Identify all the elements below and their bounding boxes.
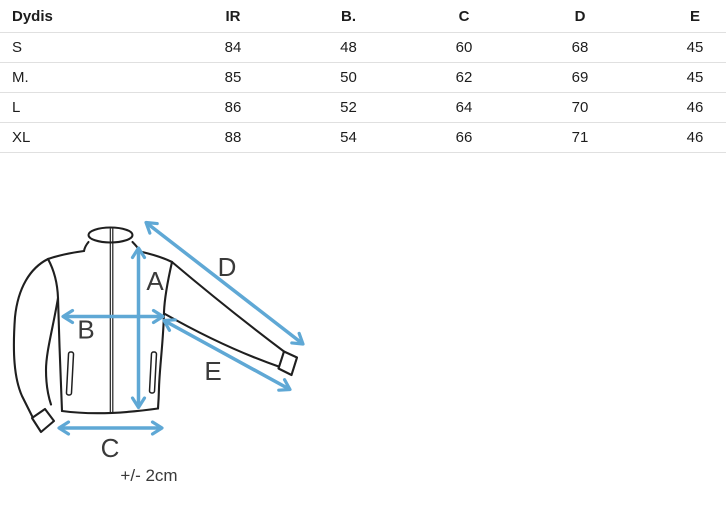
collar-left-edge bbox=[84, 242, 89, 251]
right-shoulder-seam bbox=[140, 252, 172, 263]
value-cell: 45 bbox=[638, 33, 726, 63]
column-header-b: B. bbox=[291, 0, 406, 33]
right-cuff bbox=[279, 352, 298, 376]
value-cell: 52 bbox=[291, 93, 406, 123]
jacket-measurement-diagram bbox=[0, 200, 340, 500]
measurement-labels bbox=[77, 252, 236, 485]
measure-label-a: A bbox=[146, 266, 164, 296]
value-cell: 50 bbox=[291, 63, 406, 93]
value-cell: 66 bbox=[406, 123, 522, 153]
size-cell: L bbox=[0, 93, 175, 123]
table-row-xl bbox=[0, 123, 726, 153]
measure-label-b: B bbox=[77, 314, 95, 345]
column-header-d: D bbox=[522, 0, 638, 33]
header-row bbox=[0, 0, 726, 33]
value-cell: 54 bbox=[291, 123, 406, 153]
value-cell: 69 bbox=[522, 63, 638, 93]
value-cell: 64 bbox=[406, 93, 522, 123]
table-row-l bbox=[0, 93, 726, 123]
size-cell: XL bbox=[0, 123, 175, 153]
measure-label-e: E bbox=[204, 356, 222, 386]
tolerance-note: +/- 2cm bbox=[120, 466, 178, 485]
value-cell: 85 bbox=[175, 63, 291, 93]
size-table bbox=[0, 0, 726, 153]
column-header-c: C bbox=[406, 0, 522, 33]
measurement-arrows bbox=[59, 223, 303, 429]
left-pocket bbox=[66, 352, 73, 395]
value-cell: 84 bbox=[175, 33, 291, 63]
table-row-m bbox=[0, 63, 726, 93]
jacket-outline bbox=[14, 228, 297, 433]
column-header-dydis: Dydis bbox=[0, 0, 175, 33]
column-header-ir: IR bbox=[175, 0, 291, 33]
left-sleeve-outer-seam bbox=[14, 259, 48, 416]
value-cell: 46 bbox=[638, 123, 726, 153]
value-cell: 60 bbox=[406, 33, 522, 63]
right-sleeve-bottom-seam bbox=[165, 314, 280, 367]
table-row-s bbox=[0, 33, 726, 63]
value-cell: 46 bbox=[638, 93, 726, 123]
value-cell: 45 bbox=[638, 63, 726, 93]
column-header-e: E bbox=[638, 0, 726, 33]
value-cell: 48 bbox=[291, 33, 406, 63]
value-cell: 70 bbox=[522, 93, 638, 123]
measure-label-c: C bbox=[100, 433, 120, 463]
value-cell: 71 bbox=[522, 123, 638, 153]
value-cell: 88 bbox=[175, 123, 291, 153]
left-shoulder-seam bbox=[48, 251, 84, 259]
size-cell: M. bbox=[0, 63, 175, 93]
measure-arrow-d bbox=[146, 223, 303, 345]
value-cell: 68 bbox=[522, 33, 638, 63]
right-pocket bbox=[149, 352, 156, 393]
value-cell: 62 bbox=[406, 63, 522, 93]
left-sleeve-inner-seam bbox=[46, 298, 58, 405]
size-cell: S bbox=[0, 33, 175, 63]
value-cell: 86 bbox=[175, 93, 291, 123]
measure-label-d: D bbox=[217, 252, 237, 282]
measure-arrow-e bbox=[164, 321, 290, 390]
left-cuff bbox=[32, 409, 54, 432]
zipper bbox=[110, 229, 113, 412]
